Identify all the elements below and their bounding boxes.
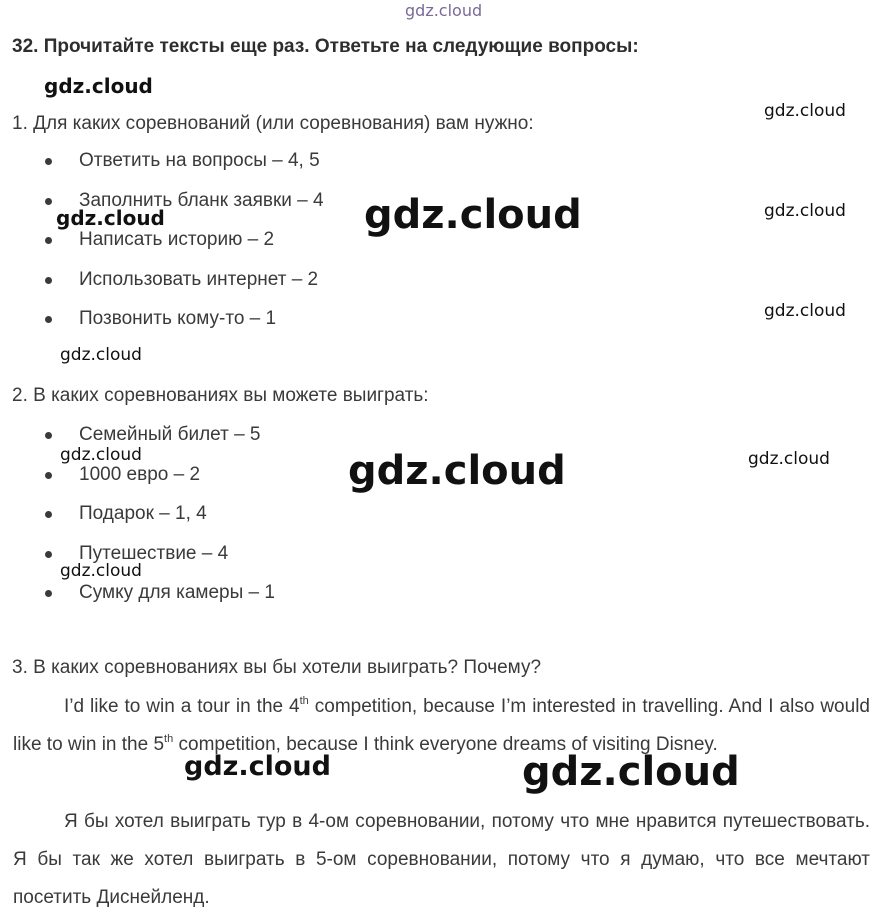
watermark: gdz.cloud <box>764 101 846 121</box>
bullet-icon <box>45 277 52 284</box>
watermark: gdz.cloud <box>764 301 846 321</box>
list-item: 1000 евро – 2 <box>0 462 275 502</box>
list-item: Путешествие – 4 <box>0 541 275 581</box>
bullet-icon <box>45 511 52 518</box>
bullet-icon <box>45 432 52 439</box>
list-item: Написать историю – 2 <box>0 227 324 267</box>
exercise-title: 32. Прочитайте тексты еще раз. Ответьте на следующие вопросы: <box>12 36 639 57</box>
watermark: gdz.cloud <box>44 74 153 98</box>
list-item: Позвонить кому-то – 1 <box>0 306 324 346</box>
watermark-top: gdz.cloud <box>405 1 483 20</box>
bullet-icon <box>45 472 52 479</box>
watermark: gdz.cloud <box>56 206 165 230</box>
bullet-icon <box>45 158 52 165</box>
list-item: Подарок – 1, 4 <box>0 501 275 541</box>
question-2: 2. В каких соревнованиях вы можете выиграть: <box>12 385 429 406</box>
bullet-icon <box>45 590 52 597</box>
bullet-icon <box>45 551 52 558</box>
watermark: gdz.cloud <box>764 201 846 221</box>
bullet-icon <box>45 237 52 244</box>
answer-russian: Я бы хотел выиграть тур в 4-ом соревновании, потому что мне нравится путешествовать. Я бы так же хотел выиграть в 5-ом соревновании, потому что я думаю, что все мечтают посетить Диснейленд. <box>13 811 870 908</box>
question-3: 3. В каких соревнованиях вы бы хотели выиграть? Почему? <box>12 657 542 678</box>
watermark: gdz.cloud <box>522 749 740 795</box>
bullet-icon <box>45 316 52 323</box>
list-item: Сумку для камеры – 1 <box>0 580 275 620</box>
watermark: gdz.cloud <box>364 192 582 238</box>
question-1-list <box>0 148 324 346</box>
watermark: gdz.cloud <box>184 751 331 782</box>
watermark: gdz.cloud <box>60 561 142 581</box>
list-item: Семейный билет – 5 <box>0 422 275 462</box>
watermark: gdz.cloud <box>348 448 566 494</box>
answer-english: I’d like to win a tour in the 4th competition, because I’m interested in travelling. And I also would like to win in the 5th competition, because I think everyone dreams of visiting Disney. <box>13 695 870 755</box>
list-item: Ответить на вопросы – 4, 5 <box>0 148 324 188</box>
question-1: 1. Для каких соревнований (или соревнования) вам нужно: <box>12 113 534 134</box>
list-item: Заполнить бланк заявки – 4 <box>0 188 324 228</box>
list-item: Использовать интернет – 2 <box>0 267 324 307</box>
watermark: gdz.cloud <box>748 449 830 469</box>
watermark: gdz.cloud <box>60 345 142 365</box>
bullet-icon <box>45 198 52 205</box>
watermark: gdz.cloud <box>60 445 142 465</box>
